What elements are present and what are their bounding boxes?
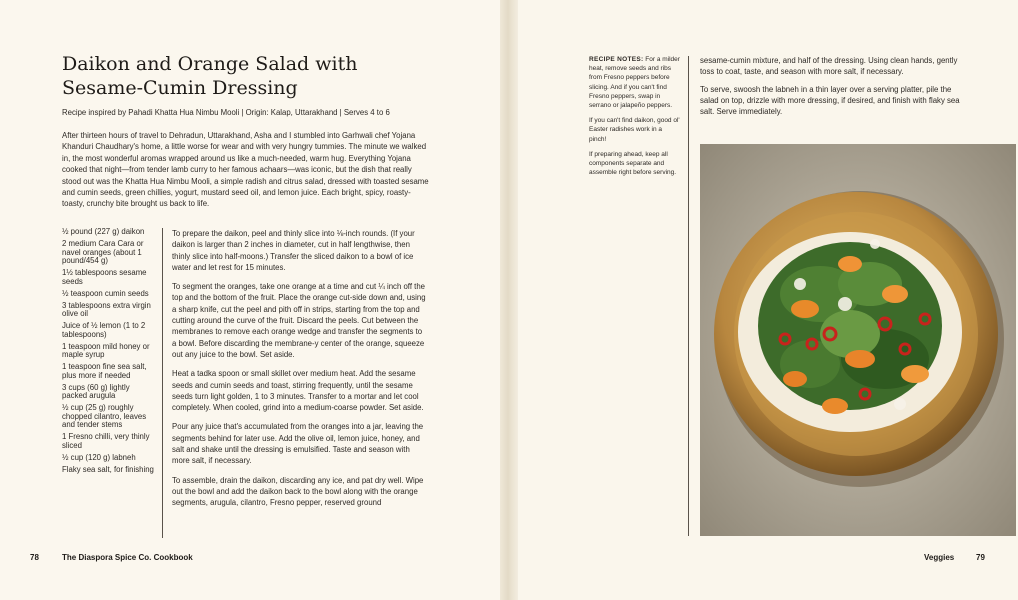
ingredient-item: Flaky sea salt, for finishing [62,464,154,474]
recipe-notes [589,55,681,183]
ingredient-list [62,228,154,478]
running-footer-section: Veggies [924,553,955,562]
method-step: To serve, swoosh the labneh in a thin layer over a serving platter, pile the salad on top, drizzle with more dressing, if desired, and finish with flaky sea salt. Serve immediately. [700,84,960,117]
page-number-left: 78 [30,553,39,562]
notes-divider [688,56,689,536]
salad-photo [700,144,1016,536]
recipe-note-text: For a milder heat, remove seeds and ribs from Fresno peppers before slicing. And if you can't find Fresno peppers, swap in serrano or jalapeño peppers. [589,56,680,110]
recipe-title: Daikon and Orange Salad with Sesame-Cumin Dressing [62,53,358,99]
recipe-meta: Recipe inspired by Pahadi Khatta Hua Nimbu Mooli | Origin: Kalap, Uttarakhand | Serves 4 to 6 [62,108,390,117]
running-footer-title: The Diaspora Spice Co. Cookbook [62,553,193,562]
ingredient-item: ½ teaspoon cumin seeds [62,288,149,298]
method-steps [172,228,428,517]
ingredient-item: 1½ tablespoons sesame seeds [62,268,147,286]
recipe-note: If you can't find daikon, good ol' Easter radishes work in a pinch! [589,117,680,143]
recipe-note [589,55,681,110]
method-step: To segment the oranges, take one orange at a time and cut ¼ inch off the top and the bottom of the fruit. Place the orange cut-side down and, using a sharp knife, cut the peel and pith off in strips, starting from the top and cutting around the curve of the fruit. Discard the peels. Cut between the membranes to remove each orange wedge and transfer the segments to a bowl. Before discarding the membrane-y center of the orange, squeeze out any juice to the bowl. Set aside. [172,282,426,359]
method-step: To prepare the daikon, peel and thinly slice into ⅛-inch rounds. (If your daikon is larger than 2 inches in diameter, cut in half lengthwise, then thinly slice into half-moons.) Transfer the sliced daikon to a bowl of ice water and let rest for 15 minutes. [172,229,415,272]
method-continuation [700,55,962,123]
book-gutter [500,0,518,600]
method-step: To assemble, drain the daikon, discarding any ice, and pat dry well. Wipe out the bowl and add the daikon back to the bowl along with the orange segments, arugula, cilantro, Fresno pepper, reserved ground [172,475,424,508]
ingredient-item: ½ cup (25 g) roughly chopped cilantro, leaves and tender stems [62,403,147,429]
ingredients-divider [162,228,163,538]
ingredient-item: ½ pound (227 g) daikon [62,227,145,236]
ingredient-item: ½ cup (120 g) labneh [62,452,136,462]
method-step: Pour any juice that's accumulated from the oranges into a jar, leaving the segments behind for later use. Add the olive oil, lemon juice, honey, and salt and shake until the dressing is emulsified. Taste and season with more salt, if necessary. [172,422,424,466]
ingredient-item: 3 tablespoons extra virgin olive oil [62,300,151,318]
ingredient-item: 1 teaspoon fine sea salt, plus more if needed [62,362,147,380]
notes-label: RECIPE NOTES: [589,56,644,63]
ingredient-item: 2 medium Cara Cara or navel oranges (about 1 pound/454 g) [62,239,144,265]
page-number-right: 79 [976,553,985,562]
ingredient-item: Juice of ½ lemon (1 to 2 tablespoons) [62,321,146,339]
recipe-intro: After thirteen hours of travel to Dehradun, Uttarakhand, Asha and I stumbled into Garhwali chef Yojana Khanduri Chaudhary's home, a little worse for wear and with very hungry tummies. The minute we walked in, the most wonderful aromas wrapped around us like a much-needed, warm hug. Everything Yojana cooked that night—from tender lamb curry to her famous achaars—was iconic, but the dish that really stood out was the Khatta Hua Nimbu Mooli, a simple radish and citrus salad, dressed with toasted sesame and cumin seeds, green chillies, yogurt, mustard seed oil, and lemon juice. Each bright, spicy, roasty-toasty, crunchy bite brought us back to life. [62,131,429,209]
recipe-note: If preparing ahead, keep all components separate and assemble right before serving. [589,150,677,177]
method-step: sesame-cumin mixture, and half of the dressing. Using clean hands, gently toss to coat, taste, and season with more salt, if necessary. [700,56,958,77]
method-step: Heat a tadka spoon or small skillet over medium heat. Add the sesame seeds and cumin seeds and toast, stirring frequently, until the sesame seeds turn light golden, 1 to 3 minutes. Transfer to a mortar and let cool completely. When cooled, grind into a medium-coarse powder. Set aside. [172,369,424,413]
ingredient-item: 1 Fresno chilli, very thinly sliced [62,432,150,450]
ingredient-item: 1 teaspoon mild honey or maple syrup [62,341,150,359]
ingredient-item: 3 cups (60 g) lightly packed arugula [62,382,130,400]
